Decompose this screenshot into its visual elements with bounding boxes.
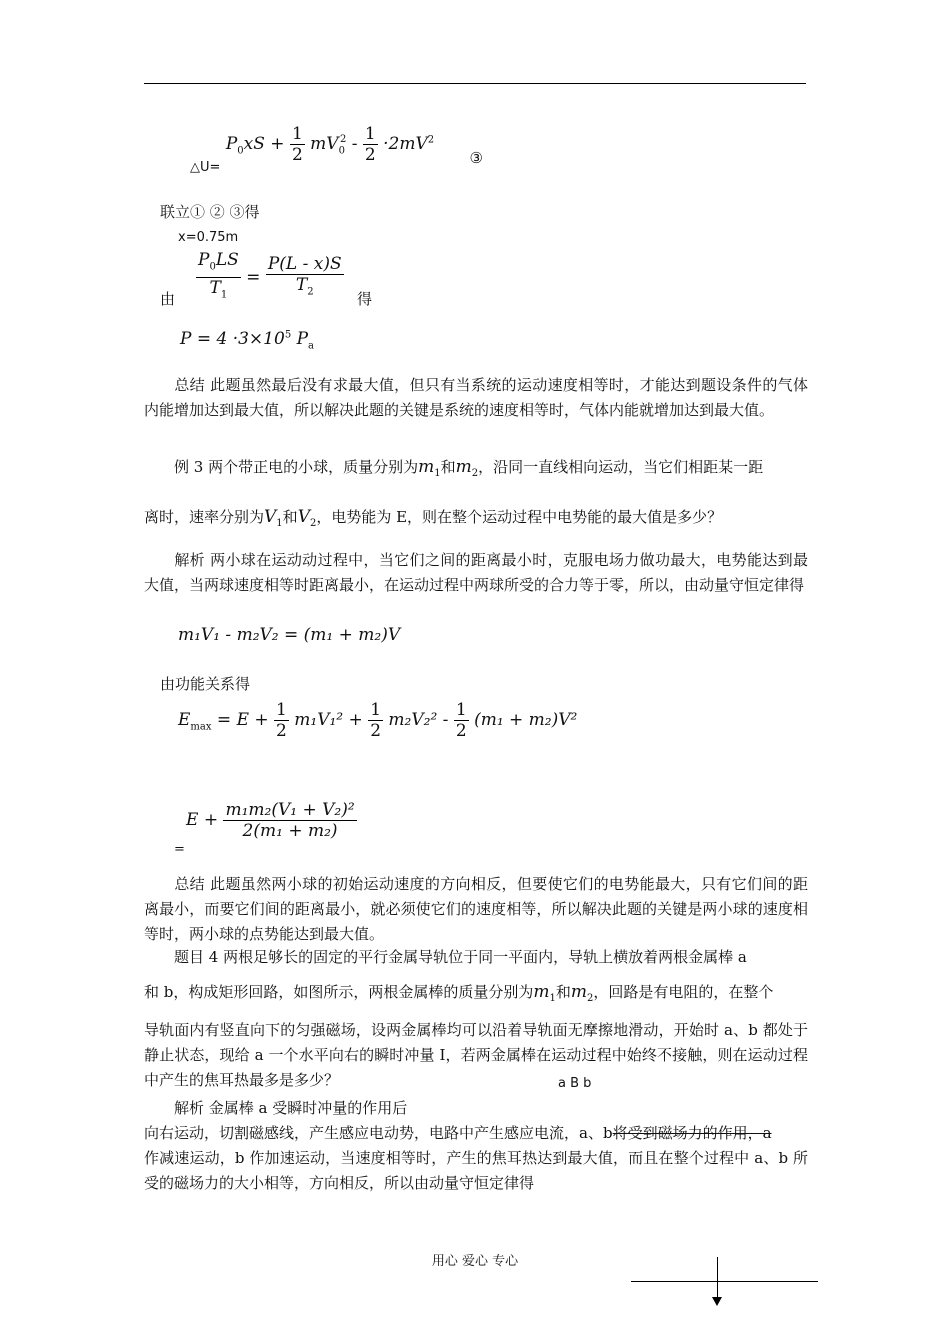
gas-left-num-sub: 0 bbox=[209, 261, 216, 273]
emax-eq: = E + bbox=[216, 710, 269, 730]
summary-1 bbox=[144, 373, 808, 423]
emax-half-1-num: 1 bbox=[276, 700, 287, 720]
gas-left-num-p: P bbox=[198, 250, 210, 270]
x-result: x=0.75m bbox=[178, 230, 239, 245]
p-result-unit: P bbox=[296, 329, 309, 349]
gas-eq-prefix: 由 bbox=[160, 290, 176, 308]
example-3-part2: ，沿同一直线相向运动，当它们相距某一距 bbox=[478, 458, 764, 476]
problem-4-line2a: 和 b，构成矩形回路，如图所示，两根金属棒的质量分别为 bbox=[144, 983, 534, 1001]
eq3-term2-sub: 0 bbox=[338, 145, 345, 157]
emax-equation bbox=[178, 700, 577, 741]
gas-right-num: P(L - x)S bbox=[267, 253, 342, 274]
eq3-minus: - bbox=[351, 134, 363, 154]
result-eq-num: m₁m₂(V₁ + V₂)² bbox=[225, 800, 355, 820]
example-3-v2-sub: 2 bbox=[309, 518, 317, 529]
gas-eq-suffix: 得 bbox=[357, 290, 373, 308]
delta-u-label: △U= bbox=[190, 160, 221, 175]
problem-4-m2: m bbox=[570, 982, 588, 1002]
emax-half-1 bbox=[274, 700, 289, 741]
eq3-term2: mV bbox=[310, 134, 339, 154]
gas-right-frac bbox=[266, 254, 344, 302]
analysis-4-rest bbox=[144, 1146, 808, 1196]
combine-line: 联立① ② ③得 bbox=[160, 203, 260, 221]
emax-half-2-den: 2 bbox=[370, 721, 382, 741]
eq3-frac1 bbox=[290, 124, 305, 165]
problem-4-line1-text: 题目 4 两根足够长的固定的平行金属导轨位于同一平面内，导轨上横放着两根金属棒 a bbox=[174, 948, 747, 966]
result-equation bbox=[186, 800, 357, 841]
analysis-4-strike: 将受到磁场力的作用，a bbox=[612, 1124, 772, 1142]
summary-1-text: 总结 此题虽然最后没有求最大值，但只有当系统的运动速度相等时，才能达到题设条件的气体内能增加达到最大值，所以解决此题的关键是系统的速度相等时，气体内能就增加达到最大值。 bbox=[144, 376, 808, 419]
example-3-and1: 和 bbox=[440, 458, 456, 476]
example-3-m1: m bbox=[418, 457, 435, 477]
emax-half-2-num: 1 bbox=[370, 700, 382, 720]
emax-plus: + bbox=[348, 710, 363, 730]
arrow-down-icon bbox=[712, 1297, 722, 1306]
example-3-v1-sub: 1 bbox=[276, 518, 283, 529]
example-3-and2: 和 bbox=[282, 508, 298, 526]
problem-4-m2-sub: 2 bbox=[587, 993, 594, 1004]
p-result-sup: 5 bbox=[284, 329, 292, 341]
result-eq-e: E + bbox=[186, 810, 219, 830]
emax-half-2 bbox=[368, 700, 383, 741]
p-result-unit-sub: a bbox=[308, 340, 315, 352]
example-3-m1-sub: 1 bbox=[434, 468, 441, 479]
eq3-frac2-den: 2 bbox=[364, 145, 376, 165]
analysis-4-line1-text: 解析 金属棒 a 受瞬时冲量的作用后 bbox=[174, 1099, 408, 1117]
figure-rail bbox=[631, 1281, 818, 1282]
example-3-line2b: ，电势能为 E，则在整个运动过程中电势能的最大值是多少？ bbox=[316, 508, 723, 526]
example-3-v1: V bbox=[264, 507, 277, 527]
eq3-term1: P bbox=[225, 134, 238, 154]
problem-4-line2b: ，回路是有电阻的，在整个 bbox=[593, 983, 774, 1001]
result-eq-frac bbox=[223, 800, 356, 841]
emax-lhs: E bbox=[178, 710, 191, 730]
emax-half-1-den: 2 bbox=[276, 721, 287, 741]
analysis-3 bbox=[144, 548, 808, 598]
gas-left-num-rest: LS bbox=[215, 250, 239, 270]
eq3-term1-sub: 0 bbox=[237, 145, 244, 157]
analysis-4-rest-text: 作减速运动，b 作加速运动，当速度相等时，产生的焦耳热达到最大值，而且在整个过程中 a、b 所受的磁场力的大小相等，方向相反，所以由动量守恒定律得 bbox=[144, 1149, 808, 1192]
emax-term3: (m₁ + m₂)V² bbox=[474, 710, 578, 730]
gas-right-den bbox=[266, 275, 344, 302]
eq3-term3-sup: 2 bbox=[427, 134, 435, 146]
problem-4-line2 bbox=[144, 980, 808, 1011]
example-3-v2: V bbox=[297, 507, 310, 527]
energy-intro: 由功能关系得 bbox=[160, 675, 251, 693]
example-3-part1: 例 3 两个带正电的小球，质量分别为 bbox=[174, 458, 419, 476]
eq3-frac2-num: 1 bbox=[364, 124, 376, 144]
p-result bbox=[180, 329, 314, 351]
eq3-term1-rest: xS + bbox=[243, 134, 285, 154]
example-3-line2a: 离时，速率分别为 bbox=[144, 508, 265, 526]
problem-4-rest bbox=[144, 1018, 808, 1093]
example-3-m2-sub: 2 bbox=[471, 468, 479, 479]
gas-equals: = bbox=[246, 267, 261, 288]
eq3-term3: ·2mV bbox=[383, 134, 428, 154]
problem-4-m1: m bbox=[533, 982, 550, 1002]
example-3-line1 bbox=[144, 455, 808, 486]
gas-left-num bbox=[196, 250, 241, 278]
gas-left-frac bbox=[196, 250, 241, 306]
example-3-line2 bbox=[144, 505, 808, 536]
problem-4-m1-sub: 1 bbox=[549, 993, 556, 1004]
figure-labels: a B b bbox=[558, 1076, 592, 1091]
example-3-m2: m bbox=[455, 457, 472, 477]
momentum-equation: m₁V₁ - m₂V₂ = (m₁ + m₂)V bbox=[178, 625, 401, 645]
p-result-text: P = 4 ·3×10 bbox=[180, 329, 285, 349]
analysis-4-line2 bbox=[144, 1121, 808, 1146]
eq3-term2-sup: 2 bbox=[339, 134, 347, 146]
header-rule bbox=[144, 83, 806, 84]
problem-4-line1 bbox=[144, 945, 808, 970]
eq3-frac1-den: 2 bbox=[291, 145, 303, 165]
equation-3 bbox=[190, 124, 483, 175]
analysis-4-line2a: 向右运动，切割磁感线，产生感应电动势，电路中产生感应电流，a、b bbox=[144, 1124, 613, 1142]
emax-half-3-num: 1 bbox=[455, 700, 467, 720]
problem-4-and: 和 bbox=[555, 983, 571, 1001]
emax-term1: m₁V₁² bbox=[294, 710, 344, 730]
emax-term2: m₂V₂² bbox=[388, 710, 438, 730]
eq3-frac2 bbox=[363, 124, 378, 165]
eq3-frac1-num: 1 bbox=[291, 124, 303, 144]
analysis-3-text: 解析 两小球在运动动过程中，当它们之间的距离最小时，克服电场力做功最大，电势能达到最大值，当两球速度相等时距离最小，在运动过程中两球所受的合力等于零，所以，由动量守恒定律得 bbox=[144, 551, 808, 594]
summary-2-text: 总结 此题虽然两小球的初始运动速度的方向相反，但要使它们的电势能最大，只有它们间的距离最小，而要它们间的距离最小，就必须使它们的速度相等，所以解决此题的关键是两小球的速度相等时，两小球的点势能达到最大值。 bbox=[144, 875, 808, 943]
emax-minus: - bbox=[442, 710, 449, 730]
emax-half-3-den: 2 bbox=[455, 721, 467, 741]
eq3-marker: ③ bbox=[469, 149, 483, 167]
emax-lhs-sub: max bbox=[190, 721, 212, 733]
result-eq-den: 2(m₁ + m₂) bbox=[242, 821, 338, 841]
analysis-4-line1 bbox=[144, 1096, 808, 1121]
gas-right-den-sub: 2 bbox=[307, 286, 314, 298]
gas-left-den-sub: 1 bbox=[220, 289, 228, 301]
problem-4-rest-text: 导轨面内有竖直向下的匀强磁场，设两金属棒均可以沿着导轨面无摩擦地滑动，开始时 a、b 都处于静止状态，现给 a 一个水平向右的瞬时冲量 I，若两金属棒在运动过程中始终不接触，则在运动过程中产生的焦耳热最多是多少？ bbox=[144, 1021, 808, 1089]
summary-2 bbox=[144, 872, 808, 947]
emax-half-3 bbox=[454, 700, 469, 741]
gas-left-den bbox=[196, 278, 241, 305]
page-footer: 用心 爱心 专心 bbox=[431, 1254, 519, 1269]
figure-force-line bbox=[717, 1257, 718, 1301]
gas-right-den-t: T bbox=[295, 274, 308, 295]
result-eq-prefix: = bbox=[174, 842, 185, 857]
gas-left-den-t: T bbox=[209, 278, 221, 299]
gas-equation bbox=[196, 250, 344, 306]
